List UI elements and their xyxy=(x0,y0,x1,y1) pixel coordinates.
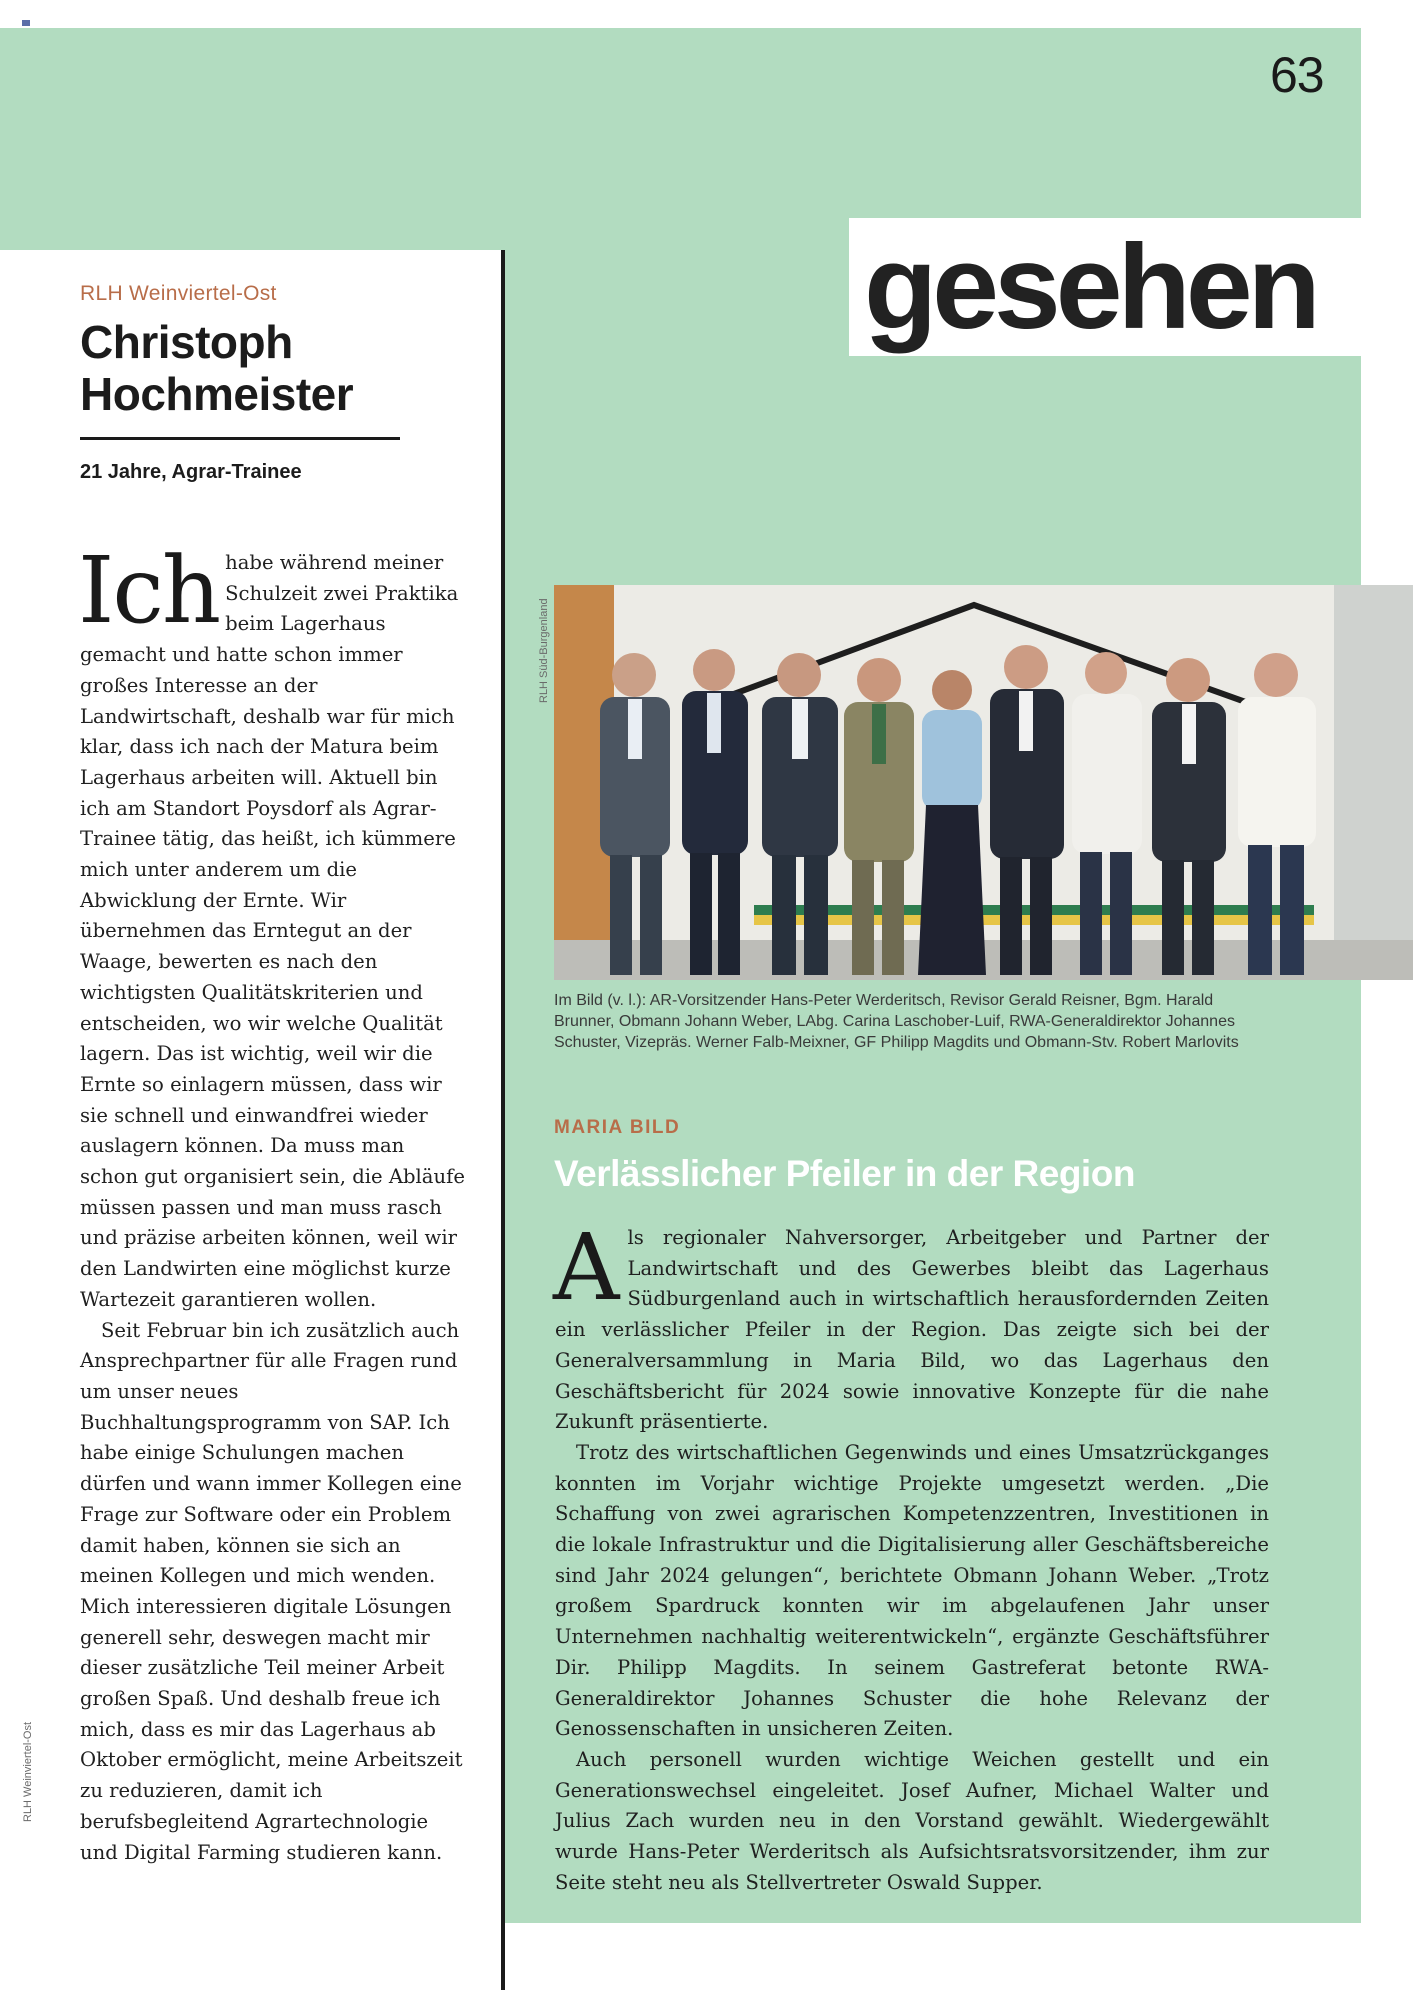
article-kicker: MARIA BILD xyxy=(554,1117,681,1138)
section-title: gesehen xyxy=(864,220,1316,354)
article-paragraph-1-text: ls regionaler Nahversorger, Arbeitgeber und Partner der Landwirtschaft und des Gewerbes bleibt das Lagerhaus Südburgenland auch in wirtschaftlich herausfordernden Zeiten ein verlässlicher Pfeiler in der Region. Das zeigte sich bei der Generalversammlung in Maria Bild, wo das Lagerhaus den Geschäftsbericht für 2024 sowie innovative Konzepte für die nahe Zukunft präsentierte. xyxy=(555,1226,1269,1434)
article-dropcap: A xyxy=(553,1214,620,1321)
corner-mark xyxy=(22,20,30,26)
profile-rule xyxy=(80,437,400,440)
article-photo-credit: RLH Süd-Burgenland xyxy=(538,598,550,703)
profile-paragraph-1-text: habe während meiner Schulzeit zwei Praktika beim Lagerhaus gemacht und hatte schon immer großes Interesse an der Landwirtschaft, deshalb war für mich klar, dass ich nach der Matura beim Lagerhaus arbeiten will. Aktuell bin ich am Standort Poysdorf als Agrar-Trainee tätig, das heißt, ich kümmere mich unter anderem um die Abwicklung der Ernte. Wir übernehmen das Erntegut an der Waage, bewerten es nach den wichtigsten Qualitätskriterien und entscheiden, wo wir welche Qualität lagern. Das ist wichtig, weil wir die Ernte so einlagern müssen, dass wir sie schnell und einwandfrei wieder auslagern können. Da muss man schon gut organisiert sein, die Abläufe müssen passen und man muss rasch und präzise arbeiten können, weil wir den Landwirten eine möglichst kurze Wartezeit garantieren wollen. xyxy=(80,551,465,1311)
column-divider xyxy=(501,250,505,1990)
article-paragraph-3: Auch personell wurden wichtige Weichen gestellt und ein Generationswechsel eingeleitet. Josef Aufner, Michael Walter und Julius Zach wurden neu in den Vorstand gewählt. Wiedergewählt wurde Hans-Peter Werderitsch als Aufsichtsratsvorsitzender, ihm zur Seite steht neu als Stellvertreter Oswald Supper. xyxy=(555,1747,1269,1894)
group-photo-illustration xyxy=(554,585,1413,980)
top-green-band xyxy=(0,28,1361,250)
profile-subtitle: 21 Jahre, Agrar-Trainee xyxy=(80,461,302,483)
profile-photo-credit: RLH Weinviertel-Ost xyxy=(22,1721,34,1822)
article-headline: Verlässlicher Pfeiler in der Region xyxy=(554,1153,1135,1194)
article-body xyxy=(553,1214,1269,1898)
photo-caption: Im Bild (v. l.): AR-Vorsitzender Hans-Peter Werderitsch, Revisor Gerald Reisner, Bgm. Harald Brunner, Obmann Johann Weber, LAbg. Carina Laschober-Luif, RWA-Generaldirektor Johannes Schuster, Vizepräs. Werner Falb-Meixner, GF Philipp Magdits und Obmann-Stv. Robert Marlovits xyxy=(554,992,1239,1051)
profile-name-first: Christoph xyxy=(80,316,293,368)
page-number: 63 xyxy=(1270,47,1324,103)
article-paragraph-1 xyxy=(553,1214,1269,1438)
profile-body xyxy=(78,537,466,1868)
profile-name-last: Hochmeister xyxy=(80,368,354,420)
profile-paragraph-1 xyxy=(78,537,466,1316)
profile-name xyxy=(80,316,410,420)
profile-region: RLH Weinviertel-Ost xyxy=(80,282,277,305)
profile-paragraph-2: Seit Februar bin ich zusätzlich auch Ansprechpartner für alle Fragen rund um unser neues Buchhaltungsprogramm von SAP. Ich habe einige Schulungen machen dürfen und wann immer Kollegen eine Frage zur Software oder ein Problem damit haben, können sie sich an meinen Kollegen und mich wenden. Mich interessieren digitale Lösungen generell sehr, deswegen macht mir dieser zusätzliche Teil meiner Arbeit großen Spaß. Und deshalb freue ich mich, dass es mir das Lagerhaus ab Oktober ermöglicht, meine Arbeitszeit zu reduzieren, damit ich berufsbegleitend Agrartechnologie und Digital Farming studieren kann. xyxy=(80,1318,463,1864)
group-photo xyxy=(554,585,1413,980)
article-paragraph-2: Trotz des wirtschaftlichen Gegenwinds und eines Umsatzrückganges konnten im Vorjahr wichtige Projekte umgesetzt werden. „Die Schaffung von zwei agrarischen Kompetenzzentren, Investitionen in die lokale Infrastruktur und die Digitalisierung aller Geschäftsbereiche sind Jahr 2024 gelungen“, berichtete Obmann Johann Weber. „Trotz großem Spardruck konnten wir im abgelaufenen Jahr unser Unternehmen nachhaltig weiterentwickeln“, ergänzte Geschäftsführer Dir. Philipp Magdits. In seinem Gastreferat betonte RWA-Generaldirektor Johannes Schuster die hohe Relevanz der Genossenschaften in unsicheren Zeiten. xyxy=(555,1440,1269,1741)
profile-dropcap: Ich xyxy=(78,537,220,644)
